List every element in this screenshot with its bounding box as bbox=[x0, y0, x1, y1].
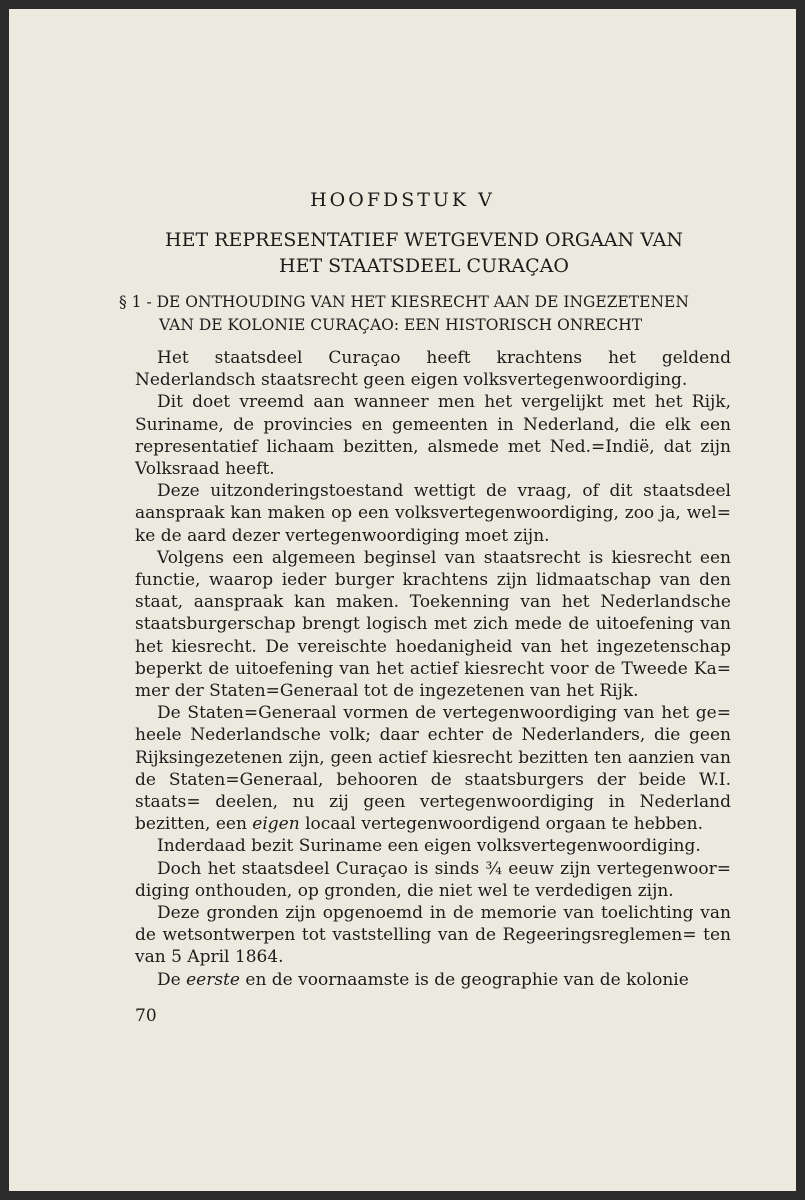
paragraph bbox=[135, 969, 731, 991]
italic-word: eerste bbox=[186, 969, 240, 990]
section-heading bbox=[119, 291, 759, 337]
title-line: HET REPRESENTATIEF WETGEVEND ORGAAN VAN bbox=[165, 229, 683, 251]
section-line: VAN DE KOLONIE CURAÇAO: EEN HISTORISCH ONRECHT bbox=[159, 316, 643, 334]
paragraph-text: en de voornaamste is de geographie van de kolonie bbox=[245, 969, 689, 990]
chapter-title bbox=[109, 227, 739, 279]
paragraph: Dit doet vreemd aan wanneer men het vergelijkt met het Rijk, Suriname, de provincies en gemeenten in Nederland, die elk een representatief lichaam bezitten, alsmede met Ned.=Indië, dat zijn Volksraad heeft. bbox=[135, 392, 731, 480]
paragraph: Volgens een algemeen beginsel van staatsrecht is kiesrecht een functie, waarop ieder burger krachtens zijn lidmaatschap van den staat, aanspraak kan maken. Toekenning van het Nederlandsche staatsburgerschap brengt logisch met zich mede de uitoefening van het kiesrecht. De vereischte hoedanigheid van het ingezetenschap beperkt de uitoefening van het actief kiesrecht voor de Tweede Ka= mer der Staten=Generaal tot de ingezetenen van het Rijk. bbox=[135, 547, 731, 702]
page-number: 70 bbox=[135, 1006, 157, 1026]
paragraph: Deze uitzonderingstoestand wettigt de vraag, of dit staatsdeel aanspraak kan maken op een volksvertegenwoordiging, zoo ja, wel= ke de aard dezer vertegenwoordiging moet zijn. bbox=[135, 481, 731, 546]
paragraph: Inderdaad bezit Suriname een eigen volksvertegenwoordiging. bbox=[157, 836, 701, 857]
paragraph-text: locaal vertegenwoordigend orgaan te hebben. bbox=[305, 814, 703, 835]
title-line: HET STAATSDEEL CURAÇAO bbox=[279, 255, 569, 277]
chapter-heading: HOOFDSTUK V bbox=[310, 189, 495, 211]
paragraph-text: De bbox=[157, 969, 181, 990]
paragraph bbox=[135, 702, 731, 835]
paragraph: Deze gronden zijn opgenoemd in de memorie van toelichting van de wetsontwerpen tot vaststelling van de Regeeringsreglemen= ten van 5 April 1864. bbox=[135, 903, 731, 968]
italic-word: eigen bbox=[252, 814, 300, 835]
section-line: § 1 - DE ONTHOUDING VAN HET KIESRECHT AAN DE INGEZETENEN bbox=[119, 293, 689, 311]
book-page bbox=[9, 9, 796, 1191]
paragraph: Doch het staatsdeel Curaçao is sinds ¾ eeuw zijn vertegenwoor= diging onthouden, op gronden, die niet wel te verdedigen zijn. bbox=[135, 858, 731, 901]
paragraph-text: De Staten=Generaal vormen de vertegenwoordiging van het ge= heele Nederlandsche volk; daar echter de Nederlanders, die geen Rijksingezetenen zijn, geen actief kiesrecht bezitten ten aanzien van de Staten=Generaal, behooren de staatsburgers der beide W.I. staats= deelen, nu zij geen vertegenwoordiging in Nederland bezitten, een bbox=[135, 703, 731, 835]
body-text bbox=[135, 347, 731, 991]
paragraph: Het staatsdeel Curaçao heeft krachtens het geldend Nederlandsch staatsrecht geen eigen volksvertegenwoordiging. bbox=[135, 348, 731, 391]
